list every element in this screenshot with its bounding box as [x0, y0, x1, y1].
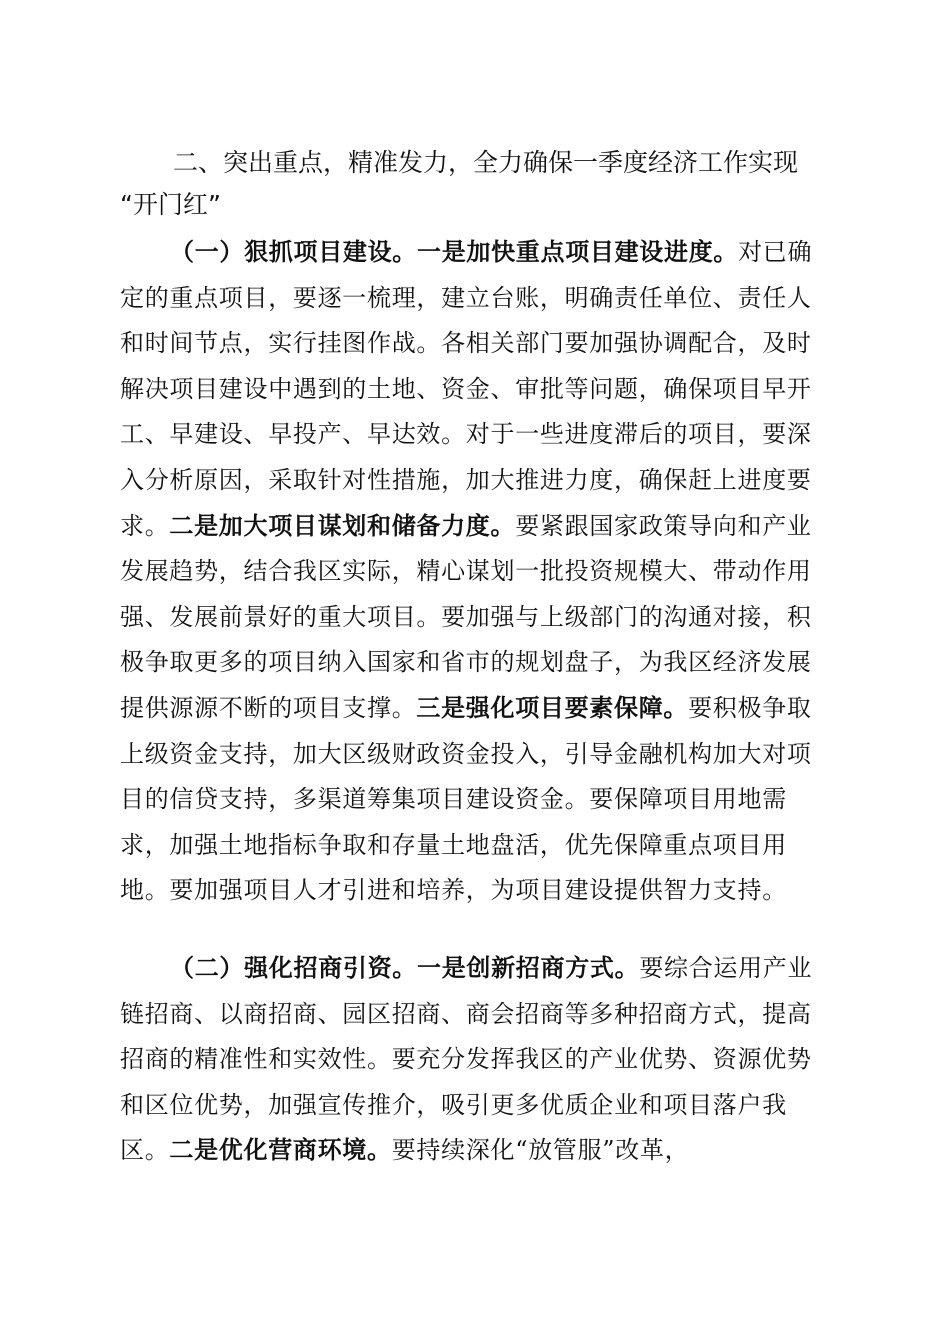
paragraph-investment-attraction	[120, 946, 830, 1174]
heading-line-1: 二、突出重点，精准发力，全力确保一季度经济工作实现	[173, 148, 799, 177]
heading-line-2: “开门红”	[120, 190, 221, 219]
point-text: 要综合运用产业链招商、以商招商、园区招商、商会招商等多种招商方式，提高招商的精准性和实效性。要充分发挥我区的产业优势、资源优势和区位优势，加强宣传推介，吸引更多优质企业和项目落户我区。	[120, 954, 813, 1165]
point-title: 二是加大项目谋划和储备力度。	[169, 511, 516, 540]
subsection-title-2: （二）强化招商引资。	[170, 954, 417, 982]
point-title: 一是加快重点项目建设进度。	[417, 238, 739, 266]
point-title: 二是优化营商环境。	[169, 1136, 392, 1165]
section-heading	[120, 142, 835, 226]
point-title: 一是创新招商方式。	[417, 954, 640, 982]
point-text: 要持续深化“放管服”改革，	[391, 1136, 690, 1165]
point-title: 三是强化项目要素保障。	[416, 693, 689, 722]
paragraph-project-construction	[120, 230, 830, 914]
point-text: 对已确定的重点项目，要逐一梳理，建立台账，明确责任单位、责任人和时间节点，实行挂图作战。各相关部门要加强协调配合，及时解决项目建设中遇到的土地、资金、审批等问题，确保项目早开工、早建设、早投产、早达效。对于一些进度滞后的项目，要深入分析原因，采取针对性措施，加大推进力度，确保赶上进度要求。	[120, 238, 813, 540]
subsection-title-1: （一）狠抓项目建设。	[170, 238, 417, 266]
point-text: 要积极争取上级资金支持，加大区级财政资金投入，引导金融机构加大对项目的信贷支持，多渠道筹集项目建设资金。要保障项目用地需求，加强土地指标争取和存量土地盘活，优先保障重点项目用地。要加强项目人才引进和培养，为项目建设提供智力支持。	[120, 693, 812, 905]
point-text: 要紧跟国家政策导向和产业发展趋势，结合我区实际，精心谋划一批投资规模大、带动作用强、发展前景好的重大项目。要加强与上级部门的沟通对接，积极争取更多的项目纳入国家和省市的规划盘子，为我区经济发展提供源源不断的项目支撑。	[120, 511, 812, 722]
